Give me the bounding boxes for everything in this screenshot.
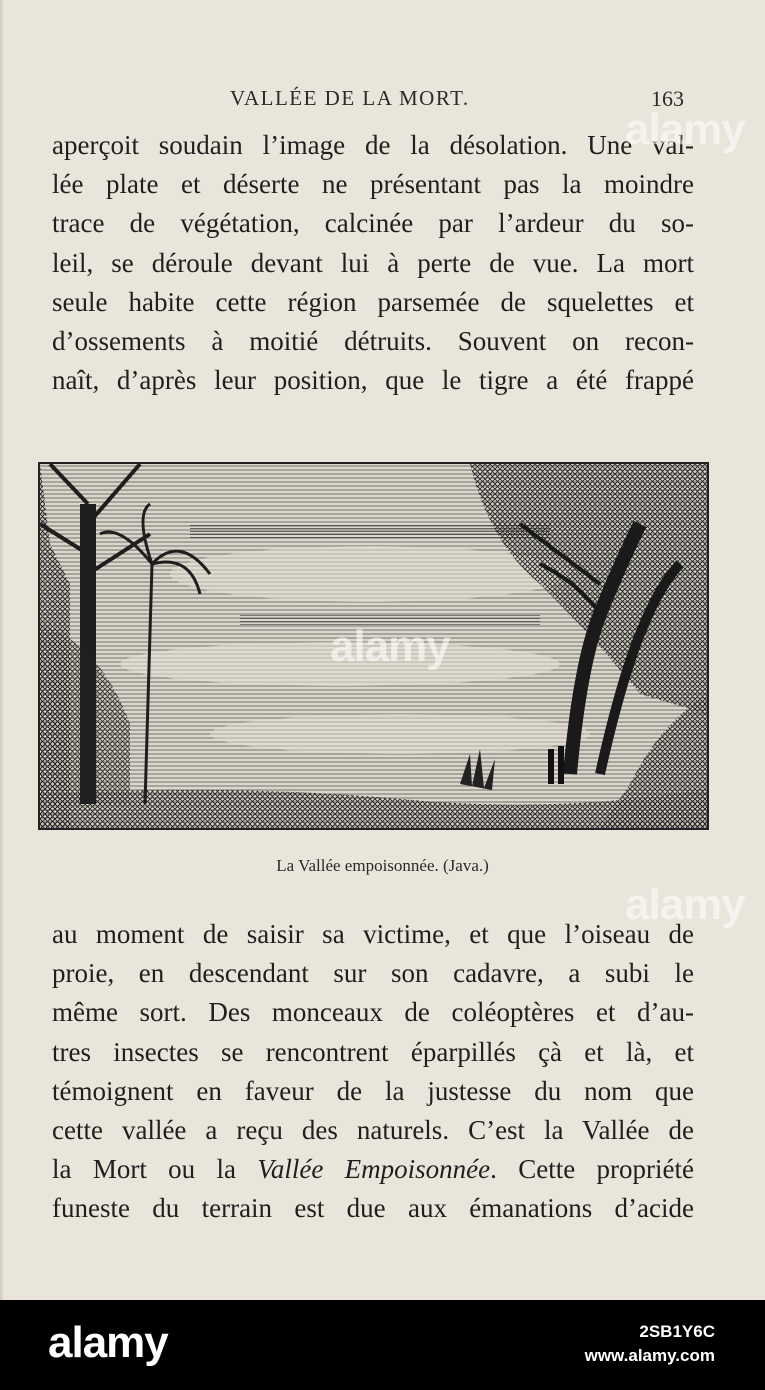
stock-footer-bar: [0, 1300, 765, 1390]
page-edge: [0, 0, 4, 1300]
text-line: proie, en descendant sur son cadavre, a subi le: [52, 958, 694, 989]
paragraph-bottom: [52, 915, 694, 1229]
text-line: seule habite cette région parsemée de squelettes et: [52, 286, 694, 317]
text-line: lée plate et déserte ne présentant pas la moindre: [52, 169, 694, 200]
text-line: tres insectes se rencontrent éparpillés çà et là, et: [52, 1036, 694, 1067]
text-line: d’ossements à moitié détruits. Souvent on recon-: [52, 326, 694, 357]
running-title: VALLÉE DE LA MORT.: [230, 86, 470, 110]
text-line: funeste du terrain est due aux émanations d’acide: [52, 1193, 694, 1224]
text-segment: . Cette propriété: [490, 1154, 694, 1185]
text-segment: la Mort ou la: [52, 1154, 258, 1185]
text-line: témoignent en faveur de la justesse du nom que: [52, 1075, 694, 1106]
alamy-logo: alamy: [48, 1318, 168, 1367]
text-line: même sort. Des monceaux de coléoptères et d’au-: [52, 997, 694, 1028]
italic-title: Vallée Empoisonnée: [257, 1154, 491, 1185]
text-line: au moment de saisir sa victime, et que l’oiseau de: [52, 919, 694, 949]
paragraph-top: [52, 126, 694, 400]
page-number: 163: [651, 86, 684, 111]
watermark: alamy: [625, 105, 745, 154]
image-reference: [585, 1320, 715, 1368]
illustration-caption: La Vallée empoisonnée. (Java.): [276, 856, 489, 875]
image-id: 2SB1Y6C: [639, 1322, 715, 1341]
watermark: alamy: [330, 622, 450, 671]
text-line: cette vallée a reçu des naturels. C’est la Vallée de: [52, 1115, 694, 1146]
text-line: leil, se déroule devant lui à perte de vue. La mort: [52, 247, 694, 278]
site-url: www.alamy.com: [584, 1346, 715, 1365]
text-line: aperçoit soudain l’image de la désolation. Une val-: [52, 130, 694, 160]
text-line: [52, 1150, 694, 1189]
watermark: alamy: [625, 880, 745, 929]
text-line: naît, d’après leur position, que le tigre a été frappé: [52, 365, 694, 396]
text-line: trace de végétation, calcinée par l’ardeur du so-: [52, 208, 694, 239]
